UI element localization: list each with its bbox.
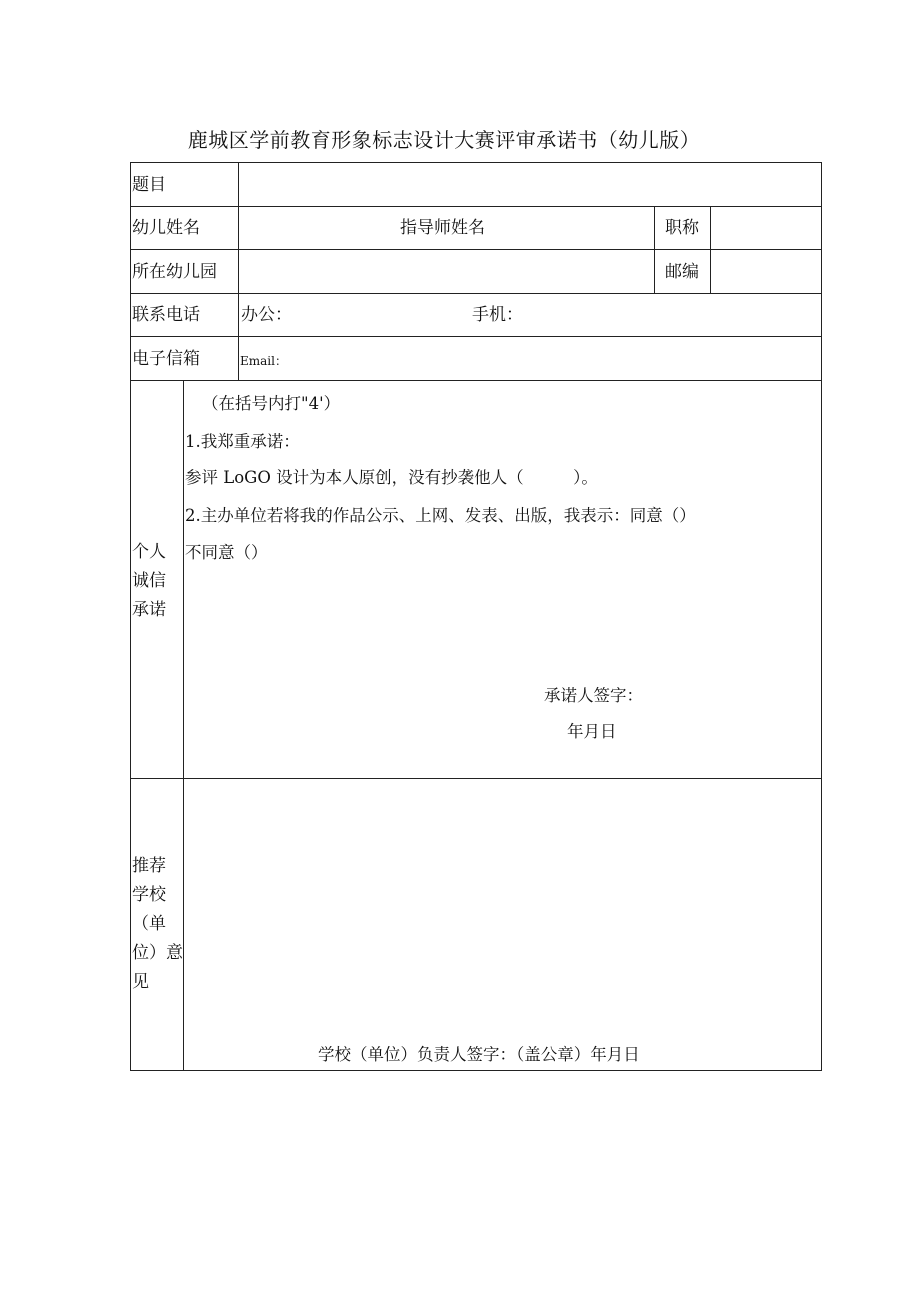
child-name-label: 幼儿姓名 <box>132 218 200 238</box>
recommend-section-label <box>132 852 184 997</box>
recommend-opinion-field[interactable] <box>184 779 821 1029</box>
cell-divider <box>654 206 655 293</box>
email-prefix: Email： <box>240 354 287 368</box>
mentor-name-label: 指导师姓名 <box>400 218 485 238</box>
kindergarten-label: 所在幼儿园 <box>132 262 217 282</box>
topic-field[interactable] <box>239 163 821 206</box>
recommend-label-line: 位）意 <box>132 943 183 963</box>
row-divider <box>130 380 822 381</box>
pledge-signature-label: 承诺人签字： <box>544 686 643 705</box>
recommend-label-line: 见 <box>132 972 149 992</box>
mobile-phone-label: 手机： <box>472 305 523 325</box>
pledge-label-line: 诚信 <box>132 571 166 591</box>
pledge-item1-text: 参评 LoGO 设计为本人原创，没有抄袭他人（ ）。 <box>185 468 598 487</box>
form-border-left <box>130 162 131 1071</box>
pledge-label-line: 个人 <box>132 542 166 562</box>
kindergarten-field[interactable] <box>239 250 654 293</box>
postcode-label: 邮编 <box>665 262 699 282</box>
pledge-date-label: 年月日 <box>567 722 617 741</box>
job-title-label: 职称 <box>665 218 699 238</box>
phone-label: 联系电话 <box>132 305 200 325</box>
recommend-label-line: 学校 <box>132 885 166 905</box>
office-phone-label: 办公： <box>241 305 292 325</box>
recommend-signature-line: 学校（单位）负责人签字：（盖公章）年月日 <box>318 1045 640 1064</box>
pledge-item2-continuation: 不同意（） <box>185 543 268 562</box>
row-divider <box>130 293 822 294</box>
document-title: 鹿城区学前教育形象标志设计大赛评审承诺书（幼儿版） <box>187 128 701 152</box>
row-divider <box>130 336 822 337</box>
email-label: 电子信箱 <box>132 349 200 369</box>
pledge-item2-text: 2.主办单位若将我的作品公示、上网、发表、出版，我表示：同意（） <box>185 506 696 525</box>
pledge-item1-heading: 1.我郑重承诺： <box>185 432 300 451</box>
pledge-section-label <box>132 538 184 625</box>
postcode-field[interactable] <box>711 250 821 293</box>
recommend-label-line: （单 <box>132 914 166 934</box>
pledge-label-line: 承诺 <box>132 600 166 620</box>
job-title-field[interactable] <box>711 207 821 249</box>
pledge-instruction: （在括号内打"4'） <box>202 394 341 413</box>
form-border-right <box>821 162 822 1071</box>
topic-label: 题目 <box>132 175 166 195</box>
form-border-bottom <box>130 1070 822 1071</box>
recommend-label-line: 推荐 <box>132 856 166 876</box>
commitment-form <box>130 162 822 1071</box>
